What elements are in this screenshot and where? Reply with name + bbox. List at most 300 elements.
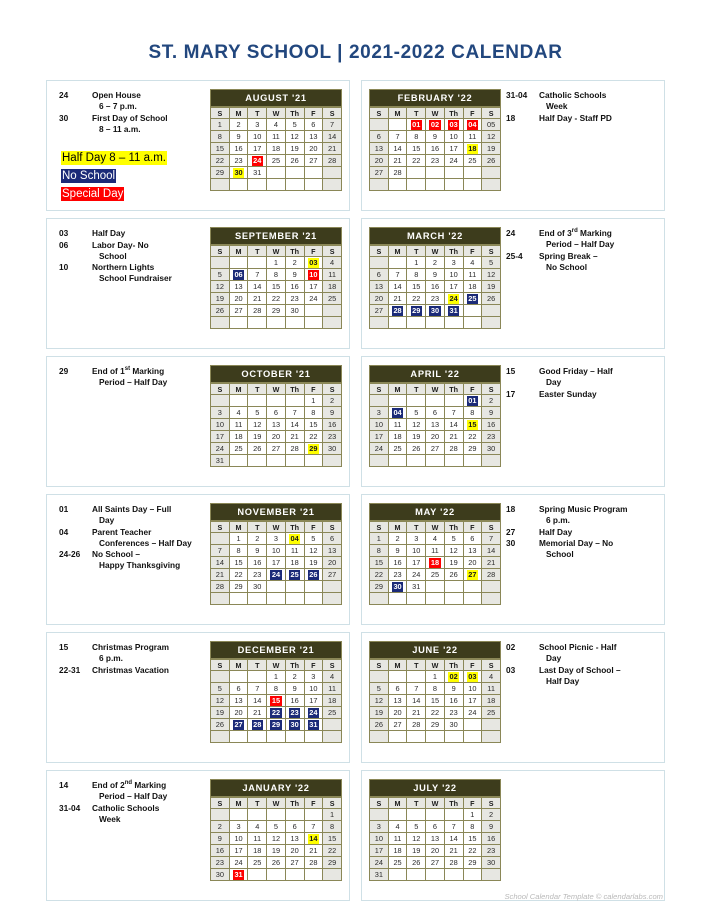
day-cell[interactable]: 13: [388, 695, 407, 707]
day-cell[interactable]: 28: [444, 443, 463, 455]
day-cell[interactable]: 5: [407, 821, 426, 833]
day-cell[interactable]: 25: [323, 293, 342, 305]
day-cell[interactable]: [267, 695, 286, 707]
day-cell[interactable]: 9: [285, 683, 304, 695]
day-cell[interactable]: 21: [323, 143, 342, 155]
day-cell[interactable]: 7: [444, 407, 463, 419]
day-cell[interactable]: 2: [285, 257, 304, 269]
day-cell[interactable]: 16: [482, 833, 501, 845]
day-cell[interactable]: 27: [267, 443, 286, 455]
day-cell[interactable]: 15: [463, 833, 482, 845]
day-cell[interactable]: 8: [463, 821, 482, 833]
day-cell[interactable]: 17: [444, 143, 463, 155]
day-cell[interactable]: 22: [267, 293, 286, 305]
day-cell[interactable]: [285, 569, 304, 581]
day-cell[interactable]: 4: [248, 821, 267, 833]
day-cell[interactable]: 15: [407, 143, 426, 155]
day-cell[interactable]: 9: [211, 833, 230, 845]
day-cell[interactable]: 2: [323, 395, 342, 407]
day-cell[interactable]: 10: [407, 545, 426, 557]
day-cell[interactable]: 21: [304, 845, 323, 857]
day-cell[interactable]: 13: [285, 833, 304, 845]
day-cell[interactable]: 14: [323, 131, 342, 143]
day-cell[interactable]: 14: [444, 419, 463, 431]
day-cell[interactable]: 29: [211, 167, 230, 179]
day-cell[interactable]: [229, 869, 248, 881]
day-cell[interactable]: 15: [323, 833, 342, 845]
day-cell[interactable]: 14: [388, 281, 407, 293]
day-cell[interactable]: 22: [304, 431, 323, 443]
day-cell[interactable]: 26: [211, 305, 230, 317]
day-cell[interactable]: [407, 119, 426, 131]
day-cell[interactable]: 13: [229, 695, 248, 707]
day-cell[interactable]: 12: [267, 833, 286, 845]
day-cell[interactable]: 1: [267, 257, 286, 269]
day-cell[interactable]: [463, 569, 482, 581]
day-cell[interactable]: 22: [407, 155, 426, 167]
day-cell[interactable]: 20: [388, 707, 407, 719]
day-cell[interactable]: 2: [426, 257, 445, 269]
day-cell[interactable]: [444, 293, 463, 305]
day-cell[interactable]: 24: [370, 443, 389, 455]
day-cell[interactable]: 3: [407, 533, 426, 545]
day-cell[interactable]: 11: [323, 683, 342, 695]
day-cell[interactable]: 5: [370, 683, 389, 695]
day-cell[interactable]: 30: [482, 443, 501, 455]
day-cell[interactable]: 1: [304, 395, 323, 407]
day-cell[interactable]: 7: [285, 407, 304, 419]
day-cell[interactable]: 3: [248, 119, 267, 131]
day-cell[interactable]: 11: [388, 833, 407, 845]
day-cell[interactable]: 9: [388, 545, 407, 557]
day-cell[interactable]: 5: [482, 257, 501, 269]
day-cell[interactable]: 23: [323, 431, 342, 443]
day-cell[interactable]: 6: [370, 131, 389, 143]
day-cell[interactable]: 4: [482, 671, 501, 683]
day-cell[interactable]: 26: [482, 293, 501, 305]
day-cell[interactable]: [463, 419, 482, 431]
day-cell[interactable]: 6: [267, 407, 286, 419]
day-cell[interactable]: 14: [444, 833, 463, 845]
day-cell[interactable]: 27: [370, 167, 389, 179]
day-cell[interactable]: 14: [388, 143, 407, 155]
day-cell[interactable]: 11: [388, 419, 407, 431]
day-cell[interactable]: 1: [463, 809, 482, 821]
day-cell[interactable]: 20: [323, 557, 342, 569]
day-cell[interactable]: [304, 719, 323, 731]
day-cell[interactable]: 7: [388, 131, 407, 143]
day-cell[interactable]: 24: [463, 707, 482, 719]
day-cell[interactable]: 16: [444, 695, 463, 707]
day-cell[interactable]: [463, 671, 482, 683]
day-cell[interactable]: 21: [444, 431, 463, 443]
day-cell[interactable]: 21: [248, 293, 267, 305]
day-cell[interactable]: [267, 707, 286, 719]
day-cell[interactable]: 23: [285, 293, 304, 305]
day-cell[interactable]: 5: [248, 407, 267, 419]
day-cell[interactable]: 24: [211, 443, 230, 455]
day-cell[interactable]: 17: [370, 431, 389, 443]
day-cell[interactable]: [304, 707, 323, 719]
day-cell[interactable]: 10: [370, 833, 389, 845]
day-cell[interactable]: 14: [407, 695, 426, 707]
day-cell[interactable]: 6: [426, 821, 445, 833]
day-cell[interactable]: 30: [444, 719, 463, 731]
day-cell[interactable]: 28: [444, 857, 463, 869]
day-cell[interactable]: 6: [304, 119, 323, 131]
day-cell[interactable]: [463, 293, 482, 305]
day-cell[interactable]: 22: [463, 431, 482, 443]
day-cell[interactable]: 8: [323, 821, 342, 833]
day-cell[interactable]: 17: [444, 281, 463, 293]
day-cell[interactable]: 28: [323, 155, 342, 167]
day-cell[interactable]: [388, 305, 407, 317]
day-cell[interactable]: [388, 407, 407, 419]
day-cell[interactable]: [304, 569, 323, 581]
day-cell[interactable]: 3: [444, 257, 463, 269]
day-cell[interactable]: 17: [304, 695, 323, 707]
day-cell[interactable]: 26: [444, 569, 463, 581]
day-cell[interactable]: 16: [285, 281, 304, 293]
day-cell[interactable]: 19: [285, 143, 304, 155]
day-cell[interactable]: 5: [407, 407, 426, 419]
day-cell[interactable]: 26: [370, 719, 389, 731]
day-cell[interactable]: [304, 443, 323, 455]
day-cell[interactable]: 8: [370, 545, 389, 557]
day-cell[interactable]: 13: [370, 281, 389, 293]
day-cell[interactable]: 8: [267, 269, 286, 281]
day-cell[interactable]: 5: [304, 533, 323, 545]
day-cell[interactable]: 29: [463, 857, 482, 869]
day-cell[interactable]: 12: [407, 833, 426, 845]
day-cell[interactable]: [229, 719, 248, 731]
day-cell[interactable]: 10: [248, 131, 267, 143]
day-cell[interactable]: 29: [370, 581, 389, 593]
day-cell[interactable]: 1: [426, 671, 445, 683]
day-cell[interactable]: 23: [211, 857, 230, 869]
day-cell[interactable]: 3: [370, 407, 389, 419]
day-cell[interactable]: 31: [370, 869, 389, 881]
day-cell[interactable]: 24: [407, 569, 426, 581]
day-cell[interactable]: 25: [388, 857, 407, 869]
day-cell[interactable]: 22: [407, 293, 426, 305]
day-cell[interactable]: 19: [444, 557, 463, 569]
day-cell[interactable]: 11: [285, 545, 304, 557]
day-cell[interactable]: 17: [267, 557, 286, 569]
day-cell[interactable]: 11: [482, 683, 501, 695]
day-cell[interactable]: 9: [426, 269, 445, 281]
day-cell[interactable]: 28: [285, 443, 304, 455]
day-cell[interactable]: 15: [229, 557, 248, 569]
day-cell[interactable]: 26: [482, 155, 501, 167]
day-cell[interactable]: 26: [267, 857, 286, 869]
day-cell[interactable]: 5: [267, 821, 286, 833]
day-cell[interactable]: 9: [323, 407, 342, 419]
day-cell[interactable]: 17: [407, 557, 426, 569]
day-cell[interactable]: 7: [482, 533, 501, 545]
day-cell[interactable]: 21: [285, 431, 304, 443]
day-cell[interactable]: 29: [267, 305, 286, 317]
day-cell[interactable]: 28: [407, 719, 426, 731]
day-cell[interactable]: 20: [229, 707, 248, 719]
day-cell[interactable]: [388, 581, 407, 593]
day-cell[interactable]: 23: [482, 845, 501, 857]
day-cell[interactable]: 16: [323, 419, 342, 431]
day-cell[interactable]: 14: [248, 695, 267, 707]
day-cell[interactable]: 19: [211, 707, 230, 719]
day-cell[interactable]: 4: [229, 407, 248, 419]
day-cell[interactable]: 11: [267, 131, 286, 143]
day-cell[interactable]: 4: [323, 257, 342, 269]
day-cell[interactable]: 19: [248, 431, 267, 443]
day-cell[interactable]: 20: [370, 155, 389, 167]
day-cell[interactable]: 21: [211, 569, 230, 581]
day-cell[interactable]: 4: [267, 119, 286, 131]
day-cell[interactable]: 28: [388, 167, 407, 179]
day-cell[interactable]: 13: [370, 143, 389, 155]
day-cell[interactable]: 12: [444, 545, 463, 557]
day-cell[interactable]: 23: [426, 155, 445, 167]
day-cell[interactable]: 1: [267, 671, 286, 683]
day-cell[interactable]: 16: [426, 281, 445, 293]
day-cell[interactable]: 20: [229, 293, 248, 305]
day-cell[interactable]: 2: [482, 395, 501, 407]
day-cell[interactable]: [444, 671, 463, 683]
day-cell[interactable]: 15: [267, 281, 286, 293]
day-cell[interactable]: 15: [426, 695, 445, 707]
day-cell[interactable]: 11: [248, 833, 267, 845]
day-cell[interactable]: 17: [229, 845, 248, 857]
day-cell[interactable]: 21: [482, 557, 501, 569]
day-cell[interactable]: 15: [407, 281, 426, 293]
day-cell[interactable]: 3: [211, 407, 230, 419]
day-cell[interactable]: 29: [229, 581, 248, 593]
day-cell[interactable]: 12: [211, 695, 230, 707]
day-cell[interactable]: 6: [426, 407, 445, 419]
day-cell[interactable]: 18: [323, 695, 342, 707]
day-cell[interactable]: 29: [426, 719, 445, 731]
day-cell[interactable]: 13: [267, 419, 286, 431]
day-cell[interactable]: 8: [229, 545, 248, 557]
day-cell[interactable]: 13: [463, 545, 482, 557]
day-cell[interactable]: 19: [482, 143, 501, 155]
day-cell[interactable]: 30: [285, 305, 304, 317]
day-cell[interactable]: 9: [482, 821, 501, 833]
day-cell[interactable]: 20: [426, 845, 445, 857]
day-cell[interactable]: 27: [304, 155, 323, 167]
day-cell[interactable]: 28: [248, 305, 267, 317]
day-cell[interactable]: 3: [267, 533, 286, 545]
day-cell[interactable]: 25: [267, 155, 286, 167]
day-cell[interactable]: 22: [211, 155, 230, 167]
day-cell[interactable]: 27: [388, 719, 407, 731]
day-cell[interactable]: 22: [370, 569, 389, 581]
day-cell[interactable]: 28: [211, 581, 230, 593]
day-cell[interactable]: 14: [285, 419, 304, 431]
day-cell[interactable]: 28: [304, 857, 323, 869]
day-cell[interactable]: 12: [482, 269, 501, 281]
day-cell[interactable]: 2: [482, 809, 501, 821]
day-cell[interactable]: 9: [482, 407, 501, 419]
day-cell[interactable]: 18: [229, 431, 248, 443]
day-cell[interactable]: [267, 719, 286, 731]
day-cell[interactable]: 23: [426, 293, 445, 305]
day-cell[interactable]: 21: [388, 155, 407, 167]
day-cell[interactable]: 22: [323, 845, 342, 857]
day-cell[interactable]: 12: [248, 419, 267, 431]
day-cell[interactable]: 31: [407, 581, 426, 593]
day-cell[interactable]: 17: [304, 281, 323, 293]
day-cell[interactable]: 10: [444, 269, 463, 281]
day-cell[interactable]: 05: [482, 119, 501, 131]
day-cell[interactable]: 9: [285, 269, 304, 281]
day-cell[interactable]: 11: [463, 131, 482, 143]
day-cell[interactable]: 4: [323, 671, 342, 683]
day-cell[interactable]: 24: [229, 857, 248, 869]
day-cell[interactable]: 13: [229, 281, 248, 293]
day-cell[interactable]: 15: [370, 557, 389, 569]
day-cell[interactable]: 23: [248, 569, 267, 581]
day-cell[interactable]: 6: [229, 683, 248, 695]
day-cell[interactable]: 6: [388, 683, 407, 695]
day-cell[interactable]: 26: [285, 155, 304, 167]
day-cell[interactable]: 12: [211, 281, 230, 293]
day-cell[interactable]: 1: [229, 533, 248, 545]
day-cell[interactable]: 1: [211, 119, 230, 131]
day-cell[interactable]: [426, 305, 445, 317]
day-cell[interactable]: 4: [426, 533, 445, 545]
day-cell[interactable]: 19: [267, 845, 286, 857]
day-cell[interactable]: 25: [248, 857, 267, 869]
day-cell[interactable]: 16: [211, 845, 230, 857]
day-cell[interactable]: 25: [388, 443, 407, 455]
day-cell[interactable]: 3: [229, 821, 248, 833]
day-cell[interactable]: 8: [304, 407, 323, 419]
day-cell[interactable]: 18: [323, 281, 342, 293]
day-cell[interactable]: 7: [388, 269, 407, 281]
day-cell[interactable]: 20: [370, 293, 389, 305]
day-cell[interactable]: 2: [285, 671, 304, 683]
day-cell[interactable]: 11: [323, 269, 342, 281]
day-cell[interactable]: 25: [229, 443, 248, 455]
day-cell[interactable]: 20: [426, 431, 445, 443]
day-cell[interactable]: 20: [304, 143, 323, 155]
day-cell[interactable]: 16: [426, 143, 445, 155]
day-cell[interactable]: 20: [267, 431, 286, 443]
day-cell[interactable]: 14: [248, 281, 267, 293]
day-cell[interactable]: 5: [285, 119, 304, 131]
day-cell[interactable]: 14: [482, 545, 501, 557]
day-cell[interactable]: 12: [370, 695, 389, 707]
day-cell[interactable]: 21: [407, 707, 426, 719]
day-cell[interactable]: 16: [285, 695, 304, 707]
day-cell[interactable]: 20: [463, 557, 482, 569]
day-cell[interactable]: 7: [248, 683, 267, 695]
day-cell[interactable]: 26: [407, 857, 426, 869]
day-cell[interactable]: 9: [248, 545, 267, 557]
day-cell[interactable]: 26: [407, 443, 426, 455]
day-cell[interactable]: 23: [229, 155, 248, 167]
day-cell[interactable]: 26: [248, 443, 267, 455]
day-cell[interactable]: 18: [267, 143, 286, 155]
day-cell[interactable]: 10: [211, 419, 230, 431]
day-cell[interactable]: [304, 257, 323, 269]
day-cell[interactable]: 21: [388, 293, 407, 305]
day-cell[interactable]: 8: [267, 683, 286, 695]
day-cell[interactable]: 5: [444, 533, 463, 545]
day-cell[interactable]: 27: [370, 305, 389, 317]
day-cell[interactable]: 18: [388, 431, 407, 443]
day-cell[interactable]: 27: [323, 569, 342, 581]
day-cell[interactable]: 16: [248, 557, 267, 569]
day-cell[interactable]: 6: [285, 821, 304, 833]
day-cell[interactable]: 6: [463, 533, 482, 545]
day-cell[interactable]: 25: [463, 155, 482, 167]
day-cell[interactable]: 12: [407, 419, 426, 431]
day-cell[interactable]: [248, 155, 267, 167]
day-cell[interactable]: [229, 167, 248, 179]
day-cell[interactable]: 7: [211, 545, 230, 557]
day-cell[interactable]: 11: [426, 545, 445, 557]
day-cell[interactable]: 30: [323, 443, 342, 455]
day-cell[interactable]: 9: [426, 131, 445, 143]
day-cell[interactable]: 13: [304, 131, 323, 143]
day-cell[interactable]: 18: [388, 845, 407, 857]
day-cell[interactable]: 5: [211, 269, 230, 281]
day-cell[interactable]: 1: [323, 809, 342, 821]
day-cell[interactable]: 29: [463, 443, 482, 455]
day-cell[interactable]: [463, 395, 482, 407]
day-cell[interactable]: 28: [482, 569, 501, 581]
day-cell[interactable]: [304, 269, 323, 281]
day-cell[interactable]: 11: [229, 419, 248, 431]
day-cell[interactable]: 19: [304, 557, 323, 569]
day-cell[interactable]: 9: [229, 131, 248, 143]
day-cell[interactable]: 27: [426, 443, 445, 455]
day-cell[interactable]: 7: [323, 119, 342, 131]
day-cell[interactable]: 7: [248, 269, 267, 281]
day-cell[interactable]: [304, 833, 323, 845]
day-cell[interactable]: 27: [426, 857, 445, 869]
day-cell[interactable]: 12: [304, 545, 323, 557]
day-cell[interactable]: 16: [482, 419, 501, 431]
day-cell[interactable]: 2: [229, 119, 248, 131]
day-cell[interactable]: [444, 305, 463, 317]
day-cell[interactable]: 24: [304, 293, 323, 305]
day-cell[interactable]: 13: [323, 545, 342, 557]
day-cell[interactable]: 8: [426, 683, 445, 695]
day-cell[interactable]: 22: [426, 707, 445, 719]
day-cell[interactable]: 12: [482, 131, 501, 143]
day-cell[interactable]: 18: [248, 845, 267, 857]
day-cell[interactable]: 25: [323, 707, 342, 719]
day-cell[interactable]: 10: [267, 545, 286, 557]
day-cell[interactable]: [426, 119, 445, 131]
day-cell[interactable]: 15: [304, 419, 323, 431]
day-cell[interactable]: 12: [285, 131, 304, 143]
day-cell[interactable]: 2: [211, 821, 230, 833]
day-cell[interactable]: 2: [248, 533, 267, 545]
day-cell[interactable]: 10: [463, 683, 482, 695]
day-cell[interactable]: 17: [248, 143, 267, 155]
day-cell[interactable]: 1: [370, 533, 389, 545]
day-cell[interactable]: [248, 719, 267, 731]
day-cell[interactable]: 6: [323, 533, 342, 545]
day-cell[interactable]: 23: [444, 707, 463, 719]
day-cell[interactable]: 8: [407, 131, 426, 143]
day-cell[interactable]: 4: [463, 257, 482, 269]
day-cell[interactable]: 11: [463, 269, 482, 281]
